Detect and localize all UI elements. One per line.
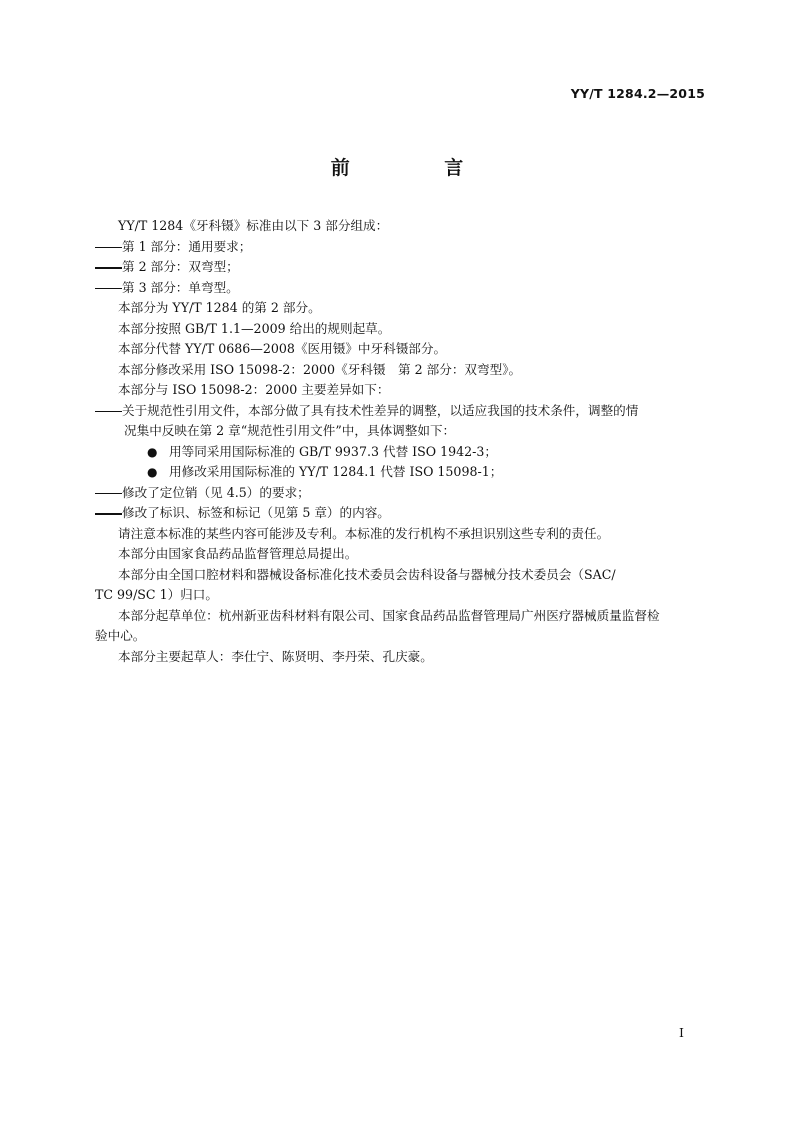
paragraph-drafting-units: 本部分起草单位：杭州新亚齿科材料有限公司、国家食品药品监督管理局广州医疗器械质量监督检 xyxy=(118,607,660,623)
dash-mark xyxy=(95,492,122,494)
list-item-text: 修改了定位销（见 4.5）的要求； xyxy=(122,484,310,500)
list-item-part3 xyxy=(95,278,706,299)
page-title: 前 言 xyxy=(330,157,508,179)
bullet-icon: ● xyxy=(147,465,158,479)
list-item-text: 第 2 部分：双弯型； xyxy=(122,259,239,274)
paragraph-drafting-units-continued: 验中心。 xyxy=(95,628,146,643)
bullet-item-text: 用等同采用国际标准的 GB/T 9937.3 代替 ISO 1942-3； xyxy=(169,443,498,459)
dash-mark xyxy=(95,410,122,412)
list-item-text: 关于规范性引用文件，本部分做了具有技术性差异的调整，以适应我国的技术条件，调整的情 xyxy=(122,402,639,418)
dash-mark xyxy=(95,287,122,289)
list-item-part1 xyxy=(95,237,706,258)
bullet-icon: ● xyxy=(147,444,158,459)
list-item-part2 xyxy=(95,257,706,278)
standard-number: YY/T 1284.2—2015 xyxy=(570,86,705,101)
dash-mark xyxy=(95,266,122,268)
bullet-item-yyt1284 xyxy=(118,462,706,483)
paragraph-drafting-rules: 本部分按照 GB/T 1.1—2009 给出的规则起草。 xyxy=(118,320,391,336)
list-item-text: 修改了标识、标签和标记（见第 5 章）的内容。 xyxy=(122,505,390,520)
foreword-body xyxy=(95,216,706,667)
list-item-locating-pin xyxy=(95,483,706,504)
paragraph-differences: 本部分与 ISO 15098-2：2000 主要差异如下： xyxy=(118,382,390,397)
dash-mark xyxy=(95,246,122,248)
bullet-item-text: 用修改采用国际标准的 YY/T 1284.1 代替 ISO 15098-1； xyxy=(169,464,503,479)
dash-mark xyxy=(95,512,122,514)
paragraph-replaces: 本部分代替 YY/T 0686—2008《医用镊》中牙科镊部分。 xyxy=(118,341,447,356)
list-item-text-continued: 况集中反映在第 2 章“规范性引用文件”中，具体调整如下： xyxy=(124,423,456,438)
list-item-text: 第 3 部分：单弯型。 xyxy=(122,279,239,295)
paragraph-modified-adoption: 本部分修改采用 ISO 15098-2：2000《牙科镊 第 2 部分：双弯型》。 xyxy=(118,361,522,377)
paragraph-patent-notice: 请注意本标准的某些内容可能涉及专利。本标准的发行机构不承担识别这些专利的责任。 xyxy=(118,525,610,541)
bullet-item-gbt9937 xyxy=(118,442,706,463)
paragraph-drafters: 本部分主要起草人：李仕宁、陈贤明、李丹荣、孔庆豪。 xyxy=(118,648,433,664)
list-item-marking xyxy=(95,503,706,524)
list-item-normative-refs xyxy=(95,401,706,442)
paragraph-composition: YY/T 1284《牙科镊》标准由以下 3 部分组成： xyxy=(118,218,389,233)
paragraph-technical-committee-continued: TC 99/SC 1）归口。 xyxy=(95,587,218,602)
page-number: I xyxy=(679,1025,684,1040)
paragraph-technical-committee: 本部分由全国口腔材料和器械设备标准化技术委员会齿科设备与器械分技术委员会（SAC/ xyxy=(118,566,616,582)
list-item-text: 第 1 部分：通用要求； xyxy=(122,238,252,254)
paragraph-part-scope: 本部分为 YY/T 1284 的第 2 部分。 xyxy=(118,300,321,315)
paragraph-proposed-by: 本部分由国家食品药品监督管理总局提出。 xyxy=(118,546,358,561)
